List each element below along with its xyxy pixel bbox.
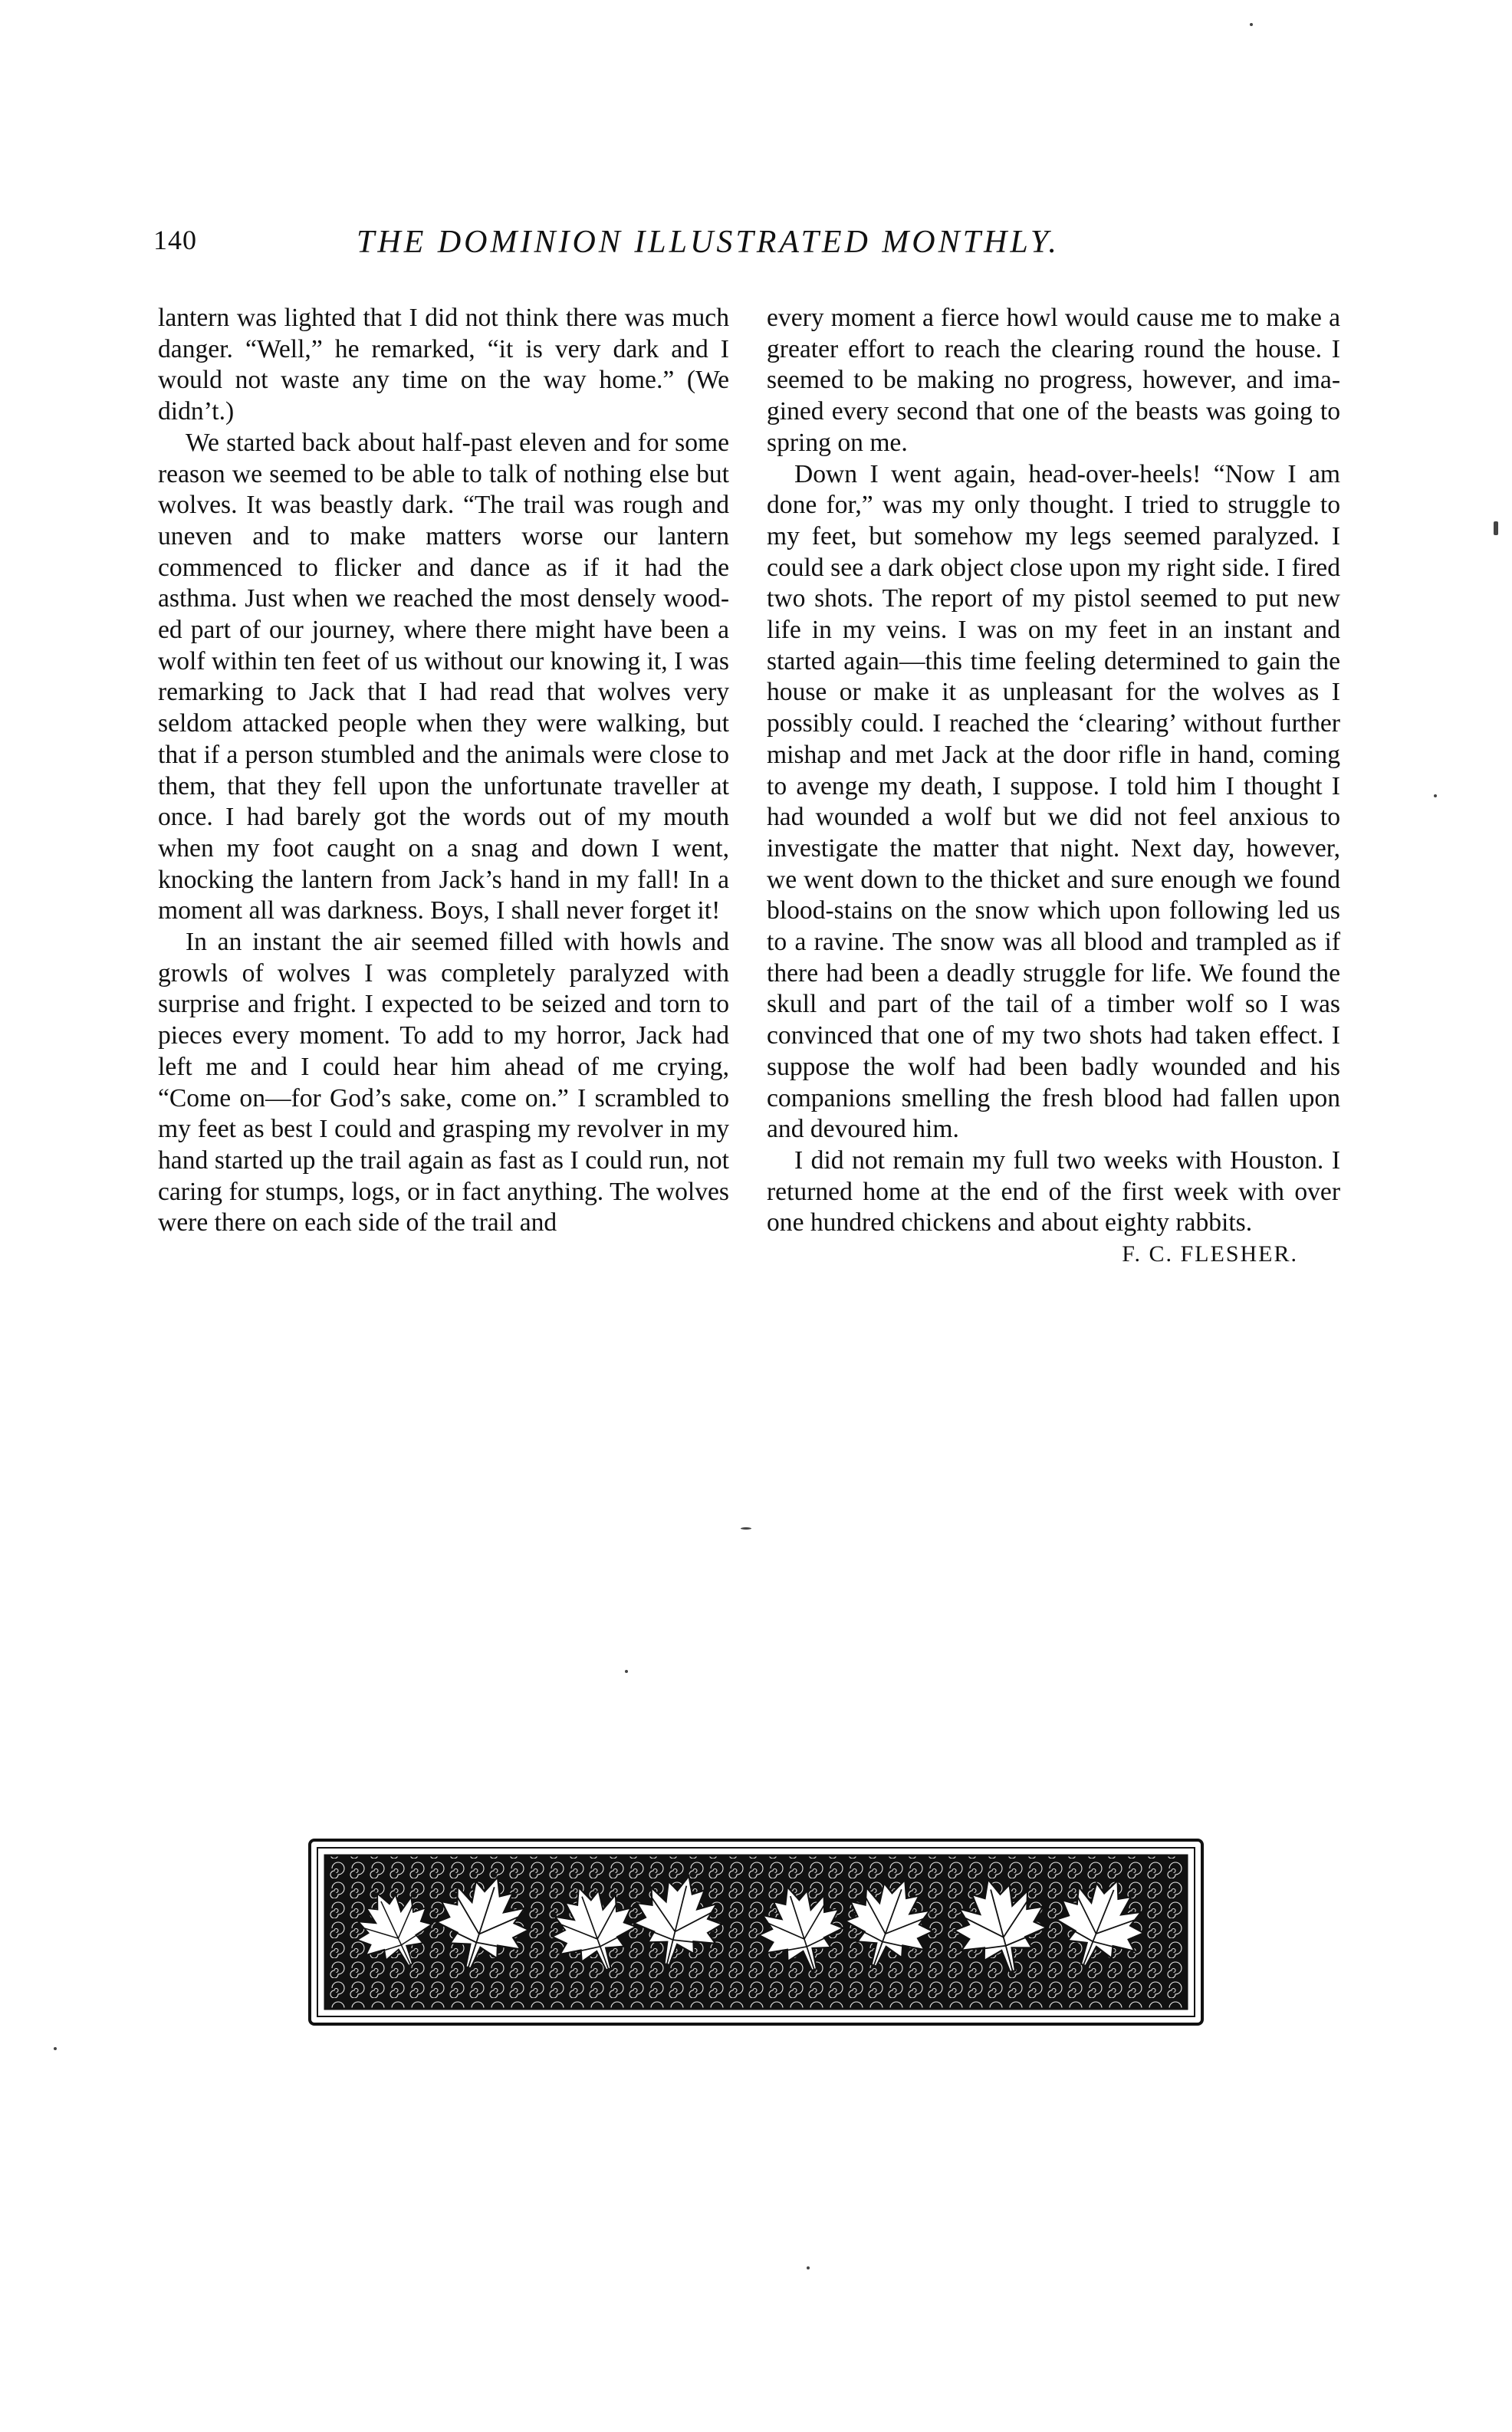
paper-speck [807, 2266, 810, 2269]
paragraph: every moment a fierce howl would cause me to make a greater effort to reach the clearing round the house. I seemed to be making no progress, however, and imagined every second that one of the beasts was going to spring on me. [767, 304, 1340, 457]
paper-speck [1434, 794, 1437, 797]
paragraph: lantern was lighted that I did not think there was much danger. “Well,” he remarked, “it is very dark and I would not waste any time on the way home.” (We didn’t.) [158, 304, 729, 426]
page-number: 140 [153, 225, 197, 255]
paragraph: In an instant the air seemed filled with howls and growls of wolves I was completely paralyzed with surprise and fright. I expected to be seized and torn to pieces every moment. To add to my horror, Jack had left me and I could hear him ahead of me crying, “Come on—for God’s sake, come on.” I scrambled to my feet as best I could and grasping my revolver in my hand started up the trail again as fast as I could run, not caring for stumps, logs, or in fact anything. The wolves were there on each side of the trail and [158, 928, 729, 1237]
paper-speck [1494, 521, 1498, 535]
page-header [153, 224, 1127, 270]
maple-leaf-ornament [308, 1839, 1204, 2026]
paper-speck [54, 2047, 57, 2050]
author-signature: F. C. FLESHER. [1122, 1241, 1298, 1267]
paper-speck [741, 1527, 751, 1530]
left-column [158, 303, 729, 1239]
paragraph: Down I went again, head-over-heels! “Now I am done for,” was my only thought. I tried to struggle to my feet, but somehow my legs seemed paralyzed. I could see a dark object close upon my right side. I fired two shots. The report of my pistol seemed to put new life in my veins. I was on my feet in an instant and started again—this time feeling determined to gain the house or make it as unpleasant for the wolves as I possibly could. I reached the ‘clearing’ without further mishap and met Jack at the door rifle in hand, coming to avenge my death, I suppose. I told him I thought I had wounded a wolf but we did not feel anxious to investigate the matter that night. Next day, however, we went down to the thicket and sure enough we found blood-stains on the snow which upon following led us to a ravine. The snow was all blood and trampled as if there had been a deadly struggle for life. We found the skull and part of the tail of a timber wolf so I was convinced that one of my two shots had taken effect. I suppose the wolf had been badly wounded and his companions smelling the fresh blood had fallen upon and devoured him. [767, 459, 1340, 1144]
running-title: THE DOMINION ILLUSTRATED MONTHLY. [357, 225, 1060, 260]
right-column [767, 303, 1340, 1270]
paper-speck [1250, 23, 1253, 26]
paragraph: I did not remain my full two weeks with Houston. I returned home at the end of the first week with over one hundred chickens and about eighty rabbits. [767, 1145, 1340, 1237]
paper-speck [625, 1670, 628, 1673]
paragraph: We started back about half-past eleven and for some reason we seemed to be able to talk of nothing else but wolves. It was beastly dark. “The trail was rough and uneven and to make matters worse our lantern commenced to flicker and dance as if it had the asthma. Just when we reached the most densely wooded part of our journey, where there might have been a wolf within ten feet of us without our knowing it, I was remarking to Jack that I had read that wolves very seldom attacked people when they were walking, but that if a person stumbled and the animals were close to them, that they fell upon the unfortunate traveller at once. I had barely got the words out of my mouth when my foot caught on a snag and down I went, knocking the lantern from Jack’s hand in my fall! In a moment all was darkness. Boys, I shall never forget it! [158, 428, 729, 925]
